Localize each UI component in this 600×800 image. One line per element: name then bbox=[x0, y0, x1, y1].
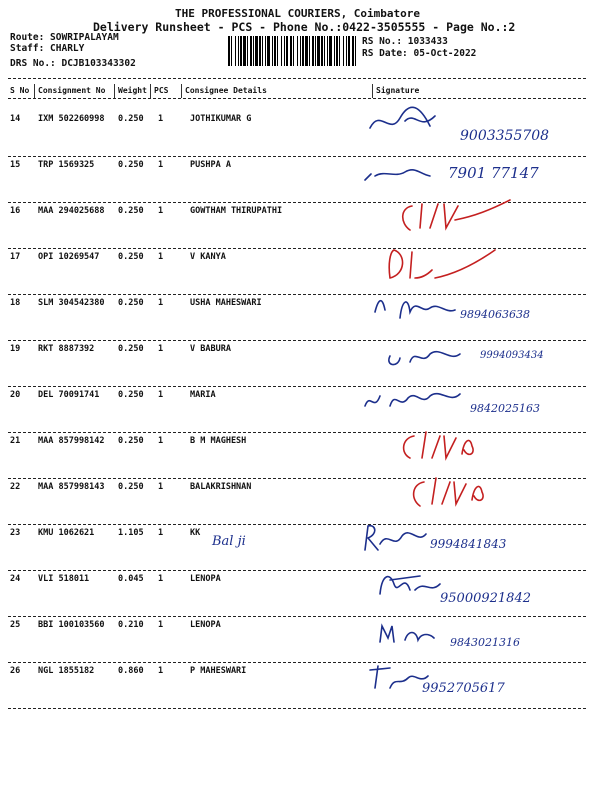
row-pcs: 1 bbox=[158, 482, 164, 492]
row-weight: 0.250 bbox=[118, 160, 144, 170]
row-consignment: MAA 294025688 bbox=[38, 206, 105, 216]
row-consignee: USHA MAHESWARI bbox=[190, 298, 262, 308]
header-bottom-rule bbox=[8, 98, 586, 99]
signature-stroke bbox=[389, 250, 495, 278]
col-pcs: PCS bbox=[154, 86, 169, 95]
col-consignee: Consignee Details bbox=[185, 86, 267, 95]
row-consignee: JOTHIKUMAR G bbox=[190, 114, 252, 124]
signature-phone: 9994841843 bbox=[430, 537, 507, 551]
row-weight: 0.250 bbox=[118, 298, 144, 308]
signature-mark bbox=[520, 227, 521, 228]
row-consignment: SLM 304542380 bbox=[38, 298, 105, 308]
row-pcs: 1 bbox=[158, 620, 164, 630]
row-consignee: P MAHESWARI bbox=[190, 666, 247, 676]
route-staff-block bbox=[10, 32, 119, 54]
row-weight: 0.250 bbox=[118, 206, 144, 216]
signature-mark bbox=[520, 503, 521, 504]
signature-stroke bbox=[403, 200, 510, 230]
row-consignment: TRP 1569325 bbox=[38, 160, 95, 170]
row-consignment: NGL 1855182 bbox=[38, 666, 95, 676]
row-pcs: 1 bbox=[158, 574, 164, 584]
row-sno: 22 bbox=[10, 482, 21, 492]
row-pcs: 1 bbox=[158, 344, 164, 354]
row-pcs: 1 bbox=[158, 160, 164, 170]
signature bbox=[360, 198, 590, 238]
signature bbox=[360, 520, 590, 560]
row-pcs: 1 bbox=[158, 436, 164, 446]
row-pcs: 1 bbox=[158, 252, 164, 262]
rs-number: RS No.: 1033433 bbox=[362, 36, 448, 47]
header-top-rule bbox=[8, 78, 586, 79]
row-sno: 23 bbox=[10, 528, 21, 538]
row-weight: 0.045 bbox=[118, 574, 144, 584]
signature-stroke bbox=[404, 432, 473, 458]
signature-stroke bbox=[365, 526, 426, 550]
row-sno: 20 bbox=[10, 390, 21, 400]
row-sno: 26 bbox=[10, 666, 21, 676]
col-consignment: Consignment No bbox=[38, 86, 106, 95]
row-consignee: V BABURA bbox=[190, 344, 231, 354]
row-weight: 0.860 bbox=[118, 666, 144, 676]
signature bbox=[360, 290, 590, 330]
signature-stroke bbox=[380, 576, 440, 594]
signature-stroke bbox=[414, 478, 483, 506]
row-consignee: B M MAGHESH bbox=[190, 436, 247, 446]
row-pcs: 1 bbox=[158, 114, 164, 124]
row-pcs: 1 bbox=[158, 206, 164, 216]
row-consignment: KMU 1062621 bbox=[38, 528, 95, 538]
row-separator bbox=[8, 708, 586, 709]
signature-phone: 9843021316 bbox=[450, 636, 520, 649]
row-consignee: MARIA bbox=[190, 390, 216, 400]
signature-stroke bbox=[380, 626, 434, 642]
row-sno: 21 bbox=[10, 436, 21, 446]
row-consignee: GOWTHAM THIRUPATHI bbox=[190, 206, 283, 216]
row-pcs: 1 bbox=[158, 666, 164, 676]
signature bbox=[360, 336, 590, 376]
row-weight: 0.250 bbox=[118, 390, 144, 400]
signature bbox=[360, 566, 590, 606]
route-text: Route: SOWRIPALAYAM bbox=[10, 32, 119, 43]
row-consignee: PUSHPA A bbox=[190, 160, 231, 170]
signature-phone: 7901 77147 bbox=[448, 164, 539, 182]
signature bbox=[360, 152, 590, 192]
row-consignment: DEL 70091741 bbox=[38, 390, 100, 400]
signature-stroke bbox=[365, 394, 460, 406]
row-weight: 1.105 bbox=[118, 528, 144, 538]
staff-text: Staff: CHARLY bbox=[10, 43, 85, 54]
col-divider bbox=[150, 84, 151, 98]
row-consignment: OPI 10269547 bbox=[38, 252, 100, 262]
row-consignee: V KANYA bbox=[190, 252, 226, 262]
row-consignment: IXM 502260998 bbox=[38, 114, 105, 124]
row-pcs: 1 bbox=[158, 298, 164, 308]
row-sno: 15 bbox=[10, 160, 21, 170]
col-divider bbox=[181, 84, 182, 98]
signature bbox=[360, 106, 590, 146]
col-sno: S No bbox=[10, 86, 30, 95]
row-weight: 0.250 bbox=[118, 436, 144, 446]
row-sno: 25 bbox=[10, 620, 21, 630]
signature-stroke bbox=[370, 107, 435, 128]
row-consignee: LENOPA bbox=[190, 620, 221, 630]
row-pcs: 1 bbox=[158, 390, 164, 400]
row-consignment: MAA 857998142 bbox=[38, 436, 105, 446]
col-divider bbox=[114, 84, 115, 98]
drs-number: DRS No.: DCJB103343302 bbox=[10, 58, 136, 69]
row-sno: 18 bbox=[10, 298, 21, 308]
row-consignee: LENOPA bbox=[190, 574, 221, 584]
runsheet-title: Delivery Runsheet - PCS - Phone No.:0422-3505555 - Page No.:2 bbox=[93, 20, 516, 34]
handwritten-note: Bal ji bbox=[212, 534, 246, 549]
row-consignment: MAA 857998143 bbox=[38, 482, 105, 492]
row-consignment: RKT 8887392 bbox=[38, 344, 95, 354]
row-weight: 0.250 bbox=[118, 482, 144, 492]
signature-phone: 9894063638 bbox=[460, 308, 530, 321]
signature-phone: 9994093434 bbox=[480, 350, 544, 361]
row-weight: 0.250 bbox=[118, 252, 144, 262]
signature-stroke bbox=[375, 301, 455, 318]
signature-phone: 9842025163 bbox=[470, 402, 540, 415]
rs-block bbox=[362, 36, 476, 60]
row-consignment: BBI 100103560 bbox=[38, 620, 105, 630]
rs-date: RS Date: 05-Oct-2022 bbox=[362, 48, 477, 59]
col-weight: Weight bbox=[118, 86, 147, 95]
signature-mark bbox=[520, 273, 521, 274]
row-sno: 14 bbox=[10, 114, 21, 124]
col-signature: Signature bbox=[376, 86, 420, 95]
signature-stroke bbox=[370, 666, 428, 688]
signature-phone: 9003355708 bbox=[460, 128, 550, 144]
signature bbox=[360, 428, 590, 468]
row-weight: 0.210 bbox=[118, 620, 144, 630]
company-name: THE PROFESSIONAL COURIERS, Coimbatore bbox=[175, 7, 421, 20]
signature bbox=[360, 382, 590, 422]
signature-mark bbox=[520, 457, 521, 458]
row-consignment: VLI 518011 bbox=[38, 574, 90, 584]
col-divider bbox=[372, 84, 373, 98]
row-sno: 16 bbox=[10, 206, 21, 216]
row-sno: 19 bbox=[10, 344, 21, 354]
row-consignee: KK bbox=[190, 528, 201, 538]
signature-stroke bbox=[365, 170, 430, 180]
signature-stroke bbox=[389, 352, 460, 365]
signature bbox=[360, 244, 590, 284]
row-sno: 17 bbox=[10, 252, 21, 262]
signature-phone: 9952705617 bbox=[422, 681, 505, 696]
signature bbox=[360, 658, 590, 698]
signature bbox=[360, 474, 590, 514]
row-sno: 24 bbox=[10, 574, 21, 584]
barcode bbox=[228, 36, 358, 66]
row-pcs: 1 bbox=[158, 528, 164, 538]
row-consignee: BALAKRISHNAN bbox=[190, 482, 252, 492]
col-divider bbox=[34, 84, 35, 98]
signature bbox=[360, 612, 590, 652]
row-weight: 0.250 bbox=[118, 344, 144, 354]
signature-phone: 95000921842 bbox=[440, 591, 531, 606]
row-weight: 0.250 bbox=[118, 114, 144, 124]
